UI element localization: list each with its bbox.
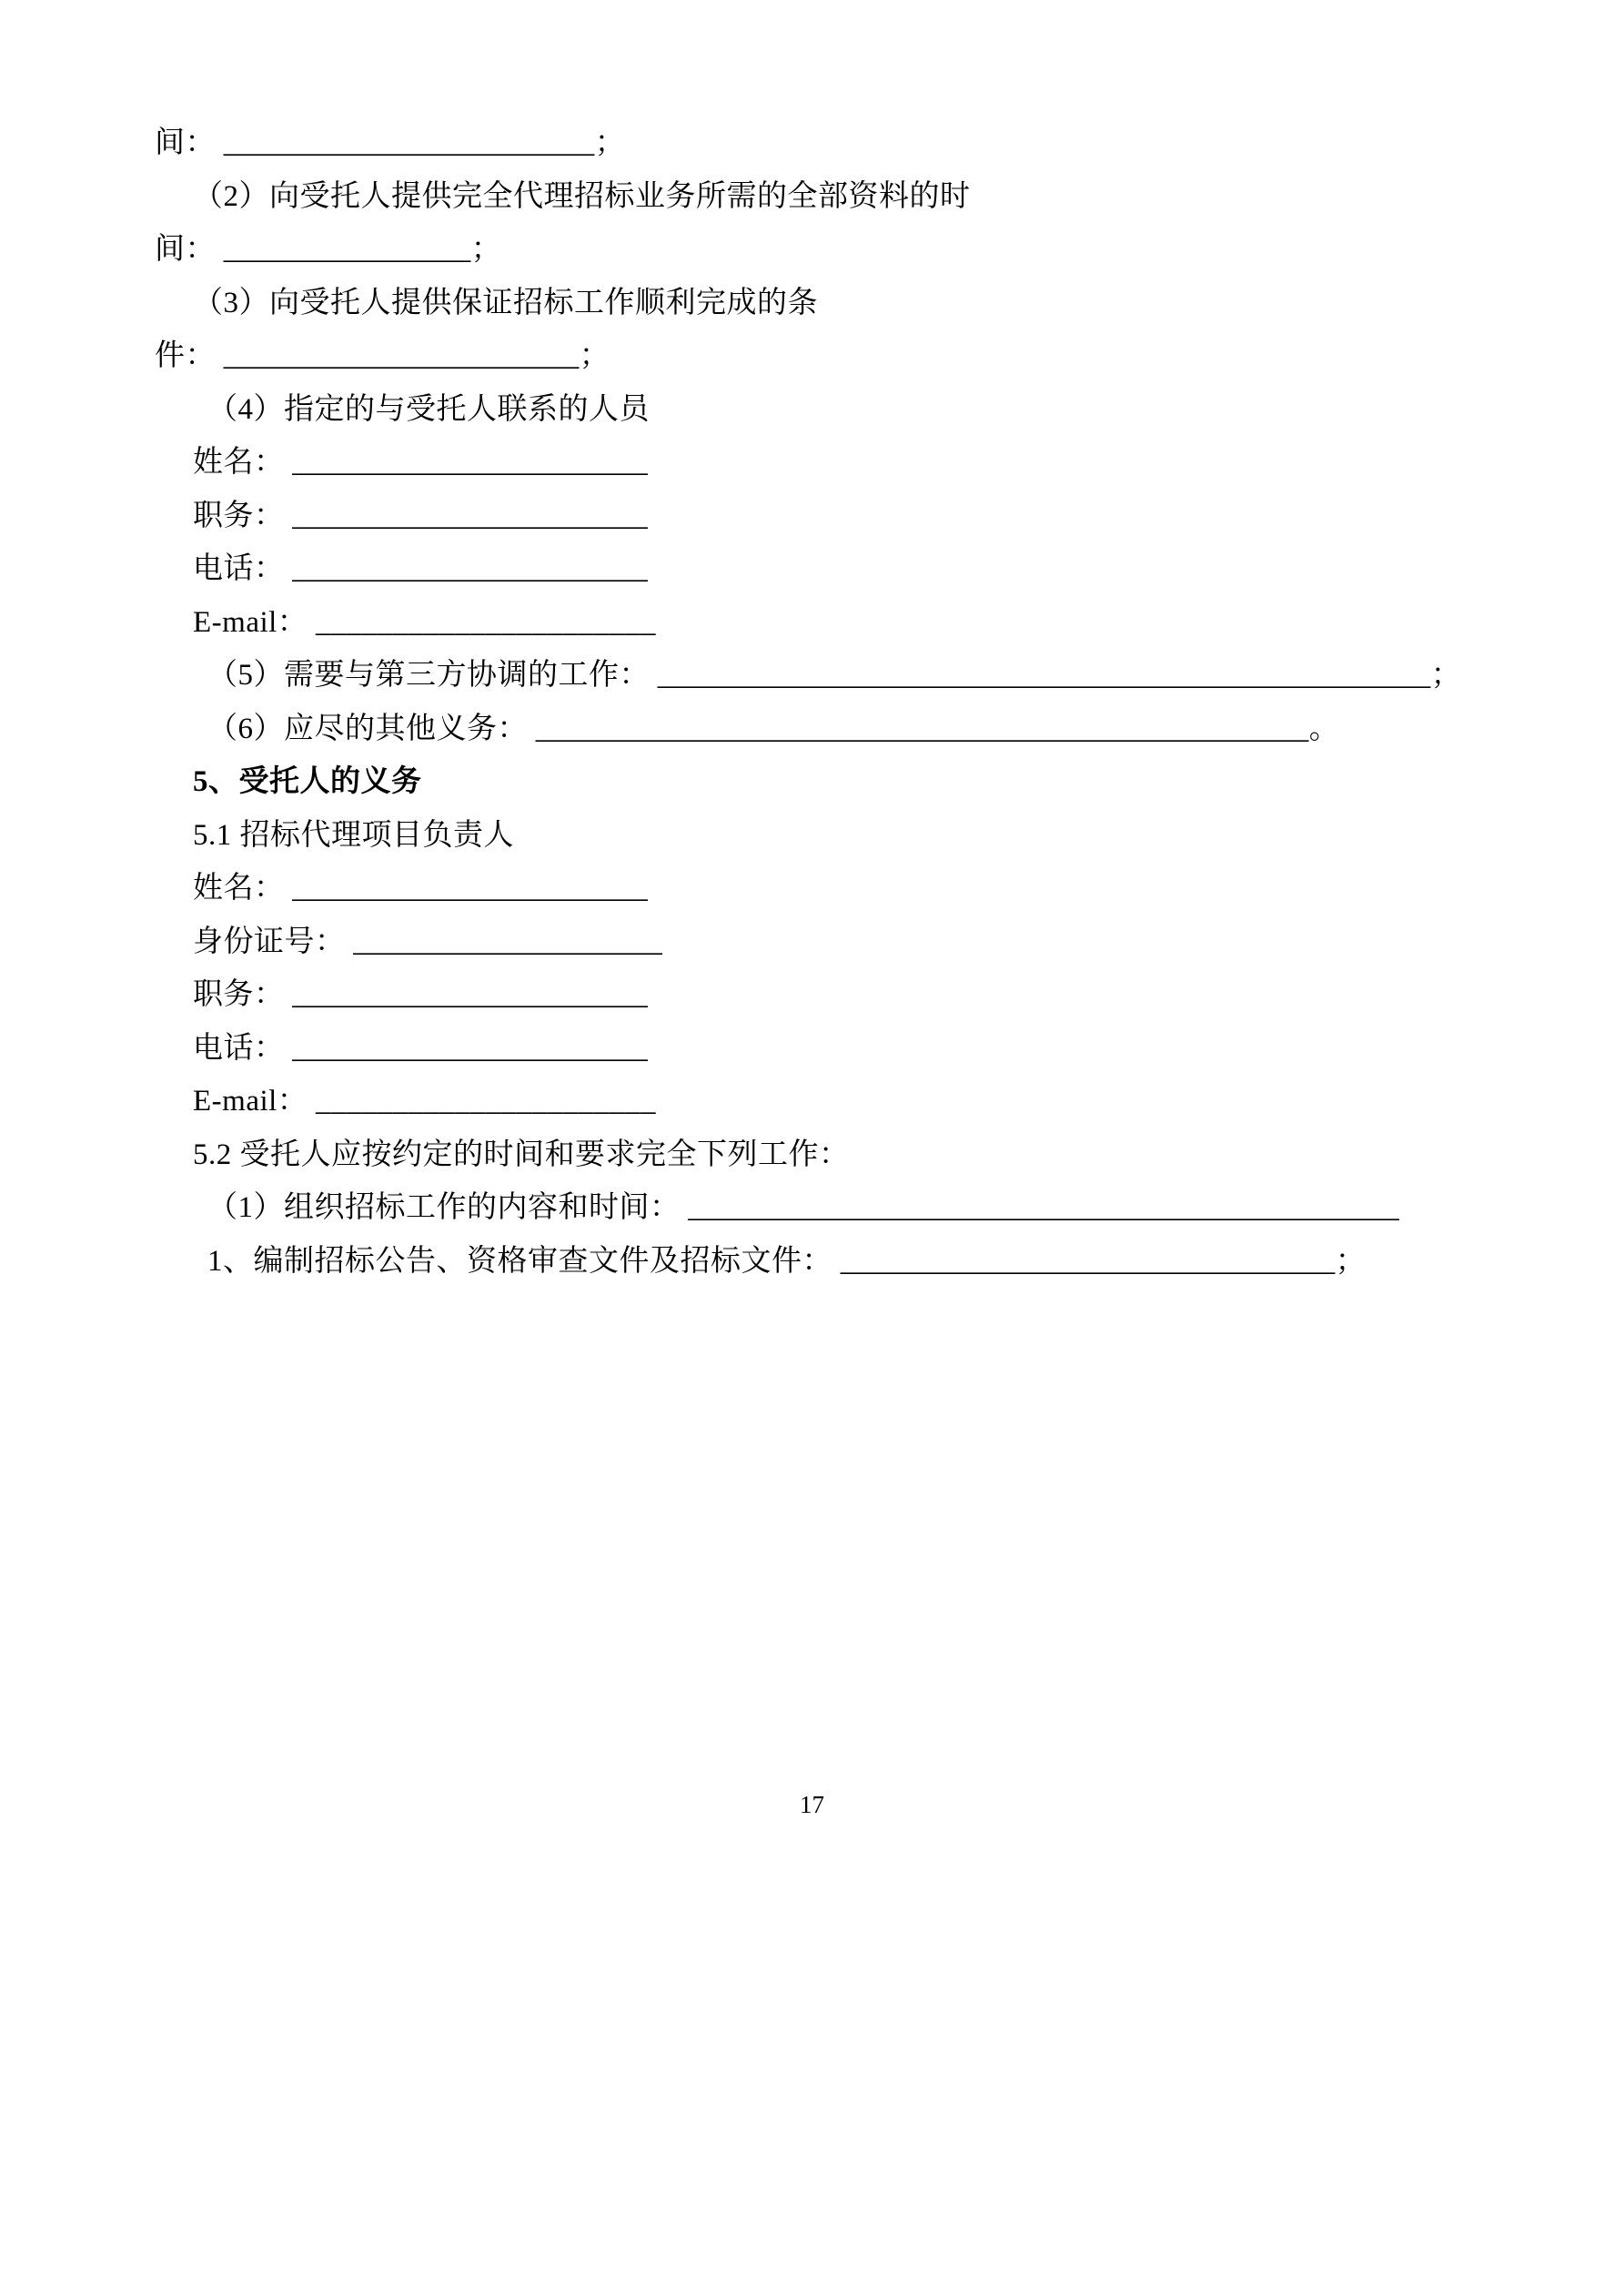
field-phone-2: 电话： _______________________ [193,1031,649,1065]
field-name: 姓名： _______________________ [193,446,649,479]
line-time-blank: 间： ________________________； [155,126,626,159]
page-number: 17 [800,1791,824,1818]
section-5-2-heading: 5.2 受托人应按约定的时间和要求完全下列工作： [193,1138,850,1171]
field-name-2: 姓名： _______________________ [193,872,649,905]
section-5-1-heading: 5.1 招标代理项目负责人 [193,818,514,852]
item-1-prepare-documents: 1、编制招标公告、资格审查文件及招标文件： ________________________________； [207,1244,1367,1278]
clause-3-provide-conditions: （3）向受托人提供保证招标工作顺利完成的条 [193,286,818,319]
field-phone: 电话： _______________________ [193,552,649,585]
line-time-blank-2: 间： ________________； [155,233,502,266]
clause-4-contact-person: （4）指定的与受托人联系的人员 [207,392,650,426]
clause-6-other-obligations: （6）应尽的其他义务： __________________________________________________。 [207,712,1340,745]
field-id-number: 身份证号： ____________________ [193,925,663,958]
clause-2-provide-materials: （2）向受托人提供完全代理招标业务所需的全部资料的时 [193,179,971,213]
document-body [155,116,1469,1288]
field-email-2: E-mail： ______________________ [193,1085,657,1118]
clause-5-third-party-coordination: （5）需要与第三方协调的工作： __________________________________________________； [207,659,1462,692]
item-1-organize-bidding: （1）组织招标工作的内容和时间： ______________________________________________ [207,1191,1400,1224]
field-position: 职务： _______________________ [193,499,649,532]
field-email: E-mail： ______________________ [193,605,657,639]
field-position-2: 职务： _______________________ [193,978,649,1011]
line-condition-blank: 件： _______________________； [155,339,610,372]
section-5-heading: 5、受托人的义务 [193,765,422,798]
